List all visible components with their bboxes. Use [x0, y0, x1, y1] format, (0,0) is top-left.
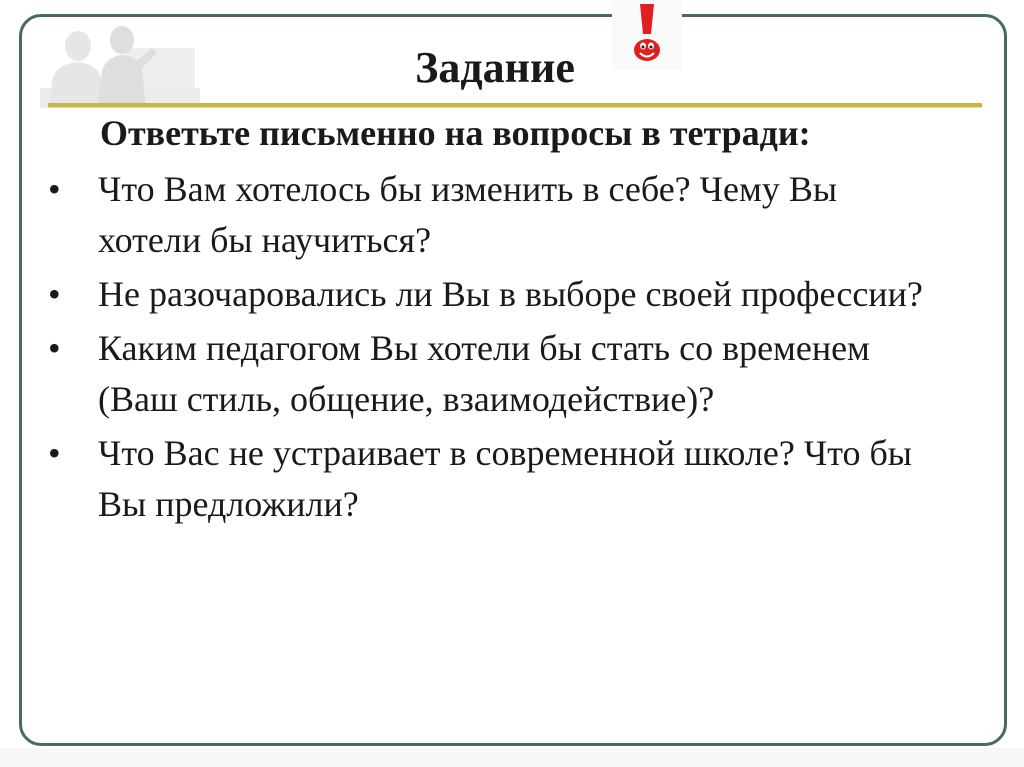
bullet-icon: •	[48, 274, 61, 314]
bullet-icon: •	[48, 328, 61, 368]
question-text: Что Вас не устраивает в современной школе? Что бы Вы предложили?	[98, 433, 912, 524]
title-underline-shadow	[48, 107, 982, 108]
list-item	[40, 428, 940, 530]
list-item	[40, 323, 940, 425]
question-text: Не разочаровались ли Вы в выборе своей профессии?	[98, 274, 923, 314]
question-list	[40, 164, 940, 533]
bullet-icon: •	[48, 169, 61, 209]
question-text: Каким педагогом Вы хотели бы стать со временем (Ваш стиль, общение, взаимодействие)?	[98, 328, 870, 419]
bottom-strip	[0, 748, 1024, 767]
list-item	[40, 164, 940, 266]
question-text: Что Вам хотелось бы изменить в себе? Чему Вы хотели бы научиться?	[98, 169, 838, 260]
business-people-silhouette-icon	[30, 18, 205, 108]
page-title: Задание	[415, 43, 575, 92]
bullet-icon: •	[48, 433, 61, 473]
task-subtitle: Ответьте письменно на вопросы в тетради:	[100, 113, 811, 153]
list-item	[40, 269, 940, 320]
